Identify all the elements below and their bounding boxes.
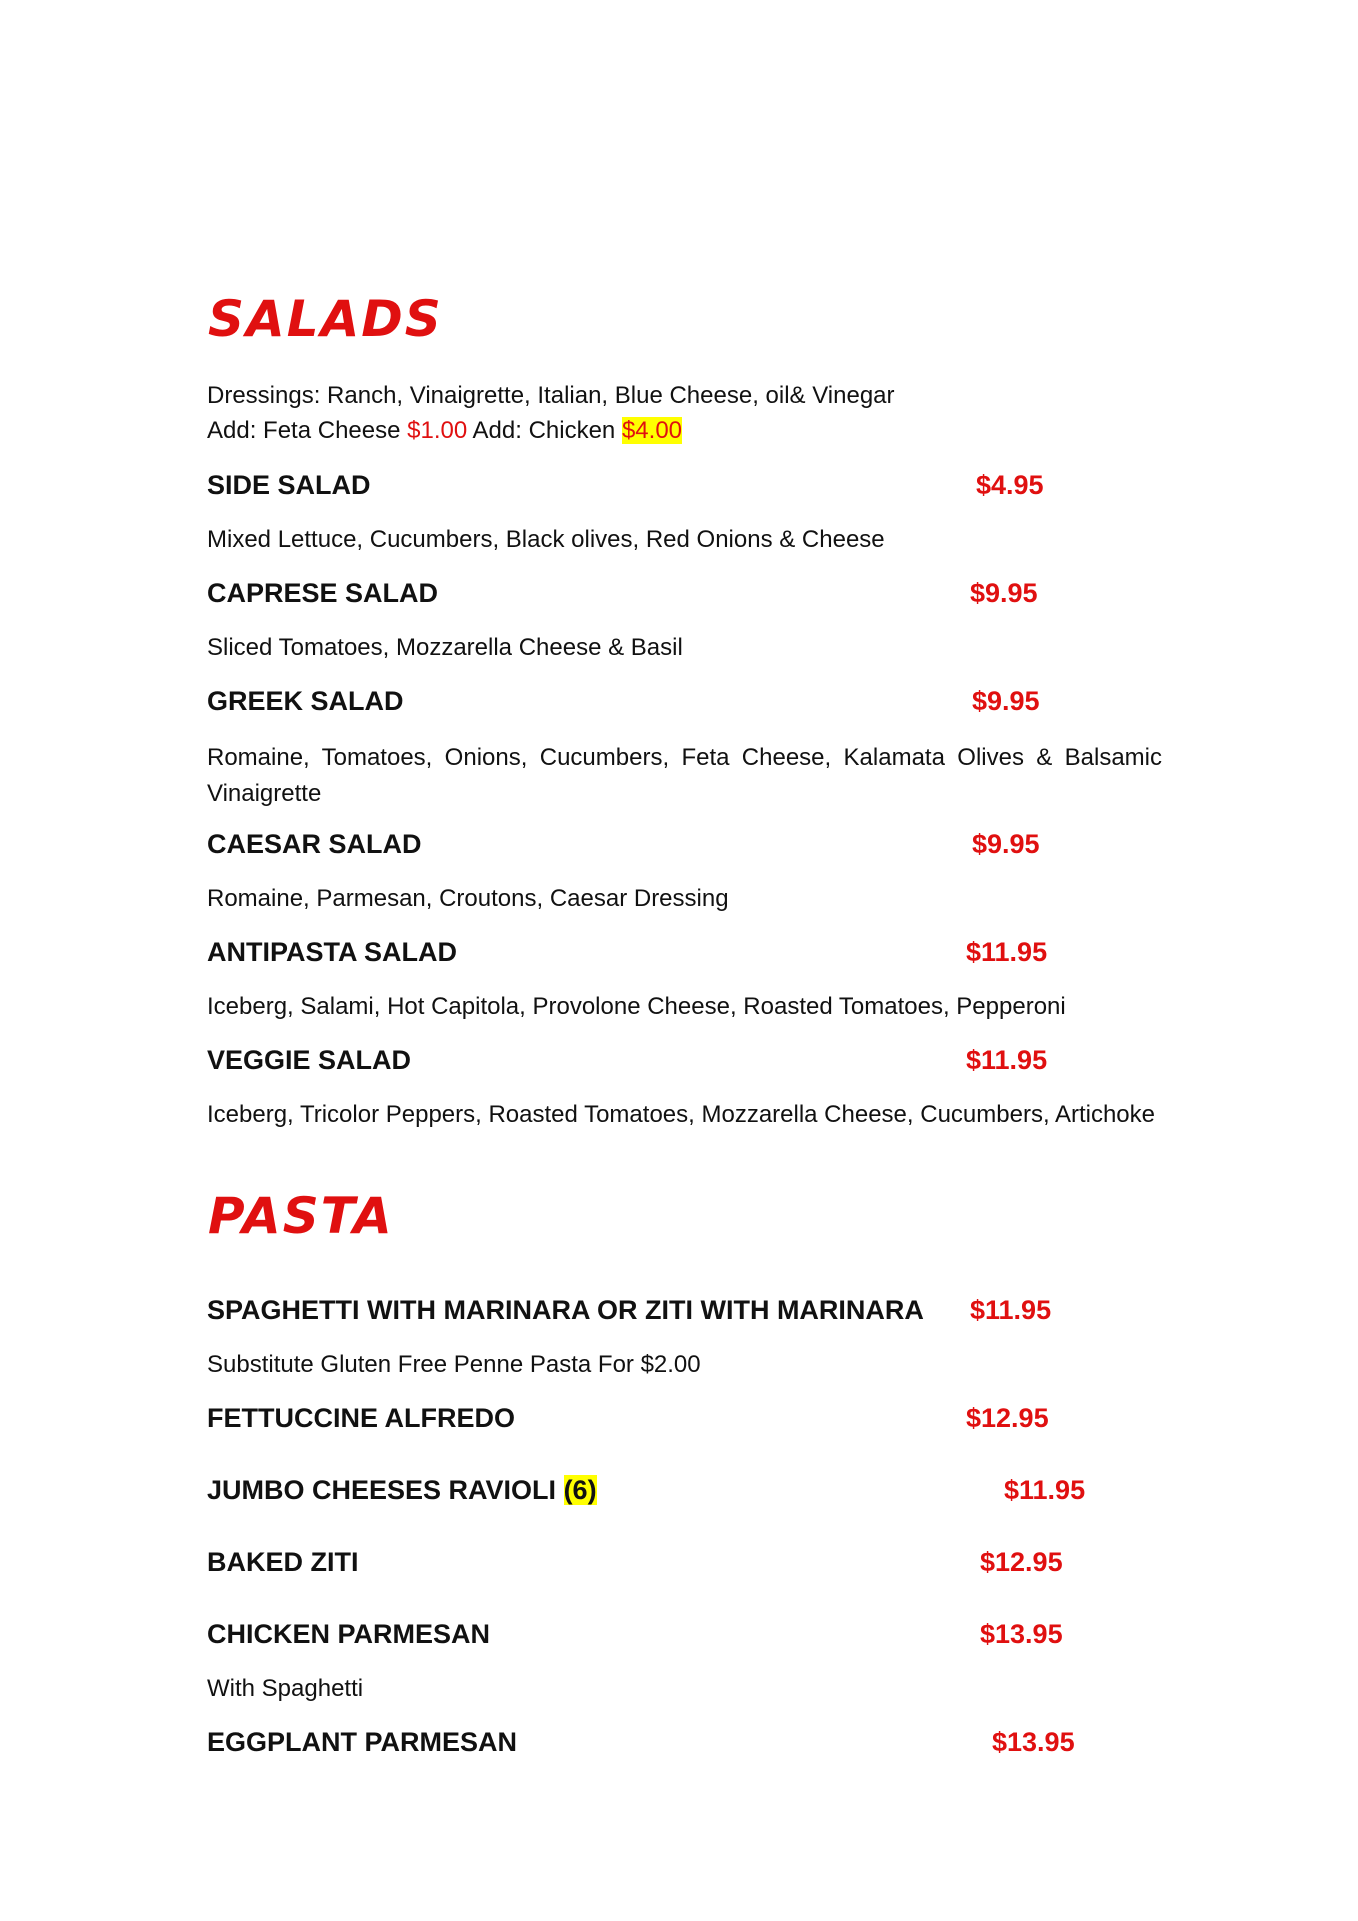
menu-item-name: EGGPLANT PARMESAN [207, 1727, 518, 1757]
menu-item-name: CHICKEN PARMESAN [207, 1619, 491, 1649]
menu-item-price: $12.95 [980, 1547, 1063, 1577]
menu-item-desc: Romaine, Parmesan, Croutons, Caesar Dressing [207, 885, 729, 912]
menu-item-price: $11.95 [1004, 1475, 1086, 1505]
add-chicken-price: $4.00 [621, 417, 683, 444]
menu-item-desc: Mixed Lettuce, Cucumbers, Black olives, Red Onions & Cheese [207, 526, 885, 553]
add-chicken-label: Add: Chicken [467, 417, 622, 444]
add-feta-label: Add: Feta Cheese [207, 417, 408, 444]
menu-item-name: FETTUCCINE ALFREDO [207, 1403, 515, 1433]
menu-item-price: $11.95 [966, 1045, 1048, 1075]
menu-item-price: $9.95 [972, 829, 1040, 859]
menu-item-name: ANTIPASTA SALAD [207, 937, 457, 967]
pasta-heading: PASTA [208, 1187, 394, 1245]
menu-item-name-text: JUMBO CHEESES RAVIOLI [207, 1475, 564, 1505]
menu-item-desc: With Spaghetti [207, 1675, 364, 1702]
menu-item-desc: Iceberg, Salami, Hot Capitola, Provolone Cheese, Roasted Tomatoes, Pepperoni [207, 993, 1066, 1020]
menu-item-desc: Sliced Tomatoes, Mozzarella Cheese & Basil [207, 634, 683, 661]
salads-heading: SALADS [208, 290, 443, 348]
menu-item-name: SPAGHETTI WITH MARINARA OR ZITI WITH MARINARA [207, 1295, 924, 1325]
menu-item-price: $13.95 [992, 1727, 1075, 1757]
menu-item-count-highlight: (6) [563, 1475, 597, 1505]
menu-item-name: SIDE SALAD [207, 470, 371, 500]
add-feta-price: $1.00 [407, 417, 468, 444]
menu-item-price: $11.95 [970, 1295, 1052, 1325]
menu-item-name: CAPRESE SALAD [207, 578, 439, 608]
menu-item-name: BAKED ZITI [207, 1547, 359, 1577]
menu-item-desc: Romaine, Tomatoes, Onions, Cucumbers, Feta Cheese, Kalamata Olives & Balsamic Vinaigrette [207, 744, 1162, 807]
menu-item-price: $9.95 [970, 578, 1038, 608]
menu-item-price: $13.95 [980, 1619, 1063, 1649]
menu-item-price: $12.95 [966, 1403, 1049, 1433]
menu-item-desc: Iceberg, Tricolor Peppers, Roasted Tomatoes, Mozzarella Cheese, Cucumbers, Artichoke [207, 1101, 1155, 1128]
menu-item-name [207, 1475, 597, 1506]
add-ons-line [207, 417, 682, 445]
menu-item-desc: Substitute Gluten Free Penne Pasta For $2.00 [207, 1351, 701, 1378]
menu-item-name: VEGGIE SALAD [207, 1045, 412, 1075]
dressings-line: Dressings: Ranch, Vinaigrette, Italian, Blue Cheese, oil& Vinegar [207, 382, 895, 409]
menu-item-price: $9.95 [972, 686, 1040, 716]
menu-item-price: $4.95 [976, 470, 1044, 500]
menu-item-name: CAESAR SALAD [207, 829, 422, 859]
menu-item-price: $11.95 [966, 937, 1048, 967]
menu-item-name: GREEK SALAD [207, 686, 404, 716]
